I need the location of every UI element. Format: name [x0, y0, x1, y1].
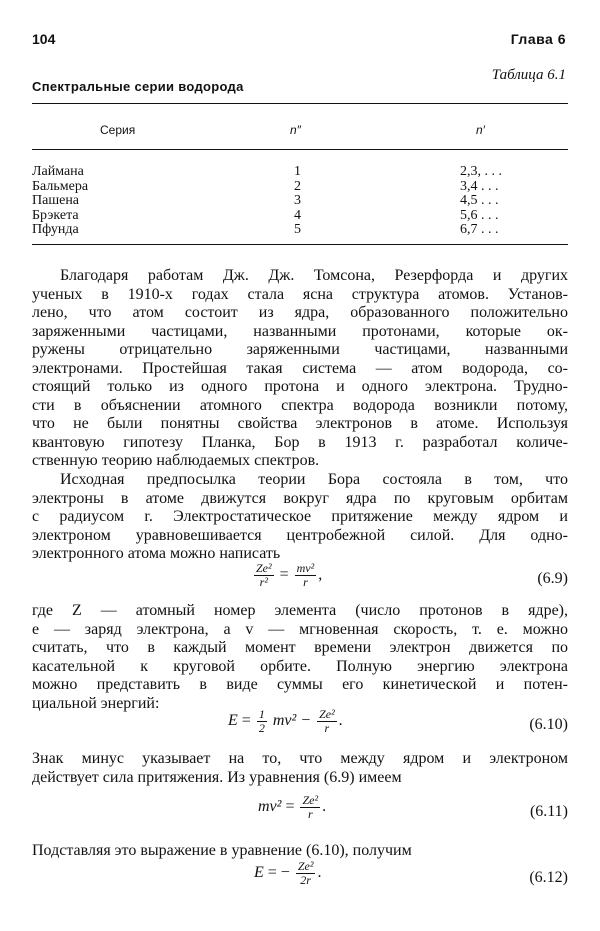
text-line: электронного атома можно написать	[32, 545, 281, 562]
table-column-n2	[294, 165, 301, 238]
equation-number: (6.10)	[529, 716, 568, 733]
equation-number: (6.11)	[529, 803, 568, 820]
text-line: Знак минус указывает на то, что между ядром и электроном	[32, 750, 568, 767]
text-line: считать, что в каждый момент времени электрон движется по	[32, 639, 568, 656]
fraction	[295, 562, 317, 589]
equation-number: (6.9)	[537, 570, 568, 587]
fraction	[296, 860, 316, 887]
paragraph	[32, 267, 568, 471]
denominator: r	[303, 575, 308, 589]
table-column-series	[32, 165, 88, 238]
text-line: что не были понятны свойства электронов в атоме. Используя	[32, 415, 568, 432]
table-cell: 2	[294, 178, 301, 194]
fraction	[254, 562, 274, 589]
column-header-n1: n′	[476, 123, 485, 137]
text-line: с радиусом r. Электростатическое притяжение между ядром и	[32, 508, 568, 525]
table-cell: 1	[294, 164, 301, 179]
variable: E	[254, 864, 264, 882]
table-cell: Брэкета	[32, 207, 79, 223]
column-header-n2: n″	[290, 123, 301, 137]
text-line: электронами. Простейшая такая система — атом водорода, со-	[32, 359, 568, 377]
punctuation: .	[338, 712, 343, 730]
chapter-title: Глава 6	[510, 31, 566, 47]
table-column-n1	[460, 165, 502, 238]
term: mv²	[258, 798, 282, 816]
fraction	[257, 708, 267, 735]
text-line: заряженными частицами, названными протонами, которые ок-	[32, 322, 568, 340]
text-line: электроном уравновешивается центробежной силой. Для одно-	[32, 526, 568, 544]
table-cell: 6,7 . . .	[460, 222, 499, 238]
variable: E	[228, 712, 238, 730]
numerator: Ze²	[302, 793, 319, 807]
punctuation: .	[317, 864, 322, 882]
equals-sign: =	[241, 712, 251, 730]
text-line: Благодаря работам Дж. Дж. Томсона, Резерфорда и других	[60, 267, 568, 284]
equation-6-12	[254, 860, 321, 887]
table-cell: 3	[294, 193, 301, 209]
table-title: Спектральные серии водорода	[32, 79, 244, 94]
punctuation: .	[322, 798, 327, 816]
denominator: r²	[259, 575, 268, 589]
table-cell: 5,6 . . .	[460, 207, 499, 223]
text-line: касательной к круговой орбите. Полную энергию электрона	[32, 657, 568, 675]
denominator: 2r	[300, 873, 311, 887]
text-line: e — заряд электрона, а v — мгновенная скорость, т. е. можно	[32, 620, 568, 638]
numerator: mv²	[296, 561, 315, 575]
table-bottom-rule	[32, 244, 568, 245]
table-cell: 2,3, . . .	[460, 164, 502, 179]
equation-6-11	[258, 794, 326, 821]
text-line: действует сила притяжения. Из уравнения (6.9) имеем	[32, 768, 402, 786]
table-cell: 4,5 . . .	[460, 193, 499, 209]
equation-6-10	[228, 708, 343, 735]
text-line: где Z — атомный номер элемента (число протонов в ядре),	[32, 602, 568, 619]
table-cell: 4	[294, 207, 301, 223]
text-line: ственную теорию наблюдаемых спектров.	[32, 452, 320, 469]
paragraph	[32, 750, 568, 787]
table-cell: 5	[294, 222, 301, 238]
table-cell: Пфунда	[32, 222, 79, 238]
fraction	[300, 794, 320, 821]
fraction	[317, 708, 337, 735]
equals-sign: =	[279, 566, 289, 584]
denominator: 2	[258, 721, 265, 735]
text-line: ученых в 1910-х годах стала ясна структура атомов. Установ-	[32, 285, 568, 303]
table-cell: Бальмера	[32, 178, 89, 194]
denominator: r	[324, 721, 330, 735]
punctuation: ,	[318, 566, 323, 584]
paragraph	[32, 471, 568, 564]
numerator: Ze²	[256, 561, 272, 575]
denominator: r	[307, 807, 313, 821]
equals-sign: = −	[267, 864, 290, 882]
text-line: Исходная предпосылка теории Бора состояла в том, что	[60, 471, 568, 488]
text-line: лено, что атом состоит из ядра, образованного положительно	[32, 304, 568, 321]
column-header-series: Серия	[100, 123, 136, 137]
text-line: электроны в атоме движутся вокруг ядра по круговым орбитам	[32, 489, 568, 507]
numerator: Ze²	[319, 707, 335, 721]
text-line: сти в объяснении атомного спектра водорода возникли потому,	[32, 396, 568, 414]
paragraph	[32, 602, 568, 713]
page-number: 104	[32, 31, 56, 47]
text-line: стоящий только из одного протона и одного электрона. Трудно-	[32, 378, 568, 395]
table-top-rule	[32, 103, 568, 104]
equals-sign: =	[285, 798, 295, 816]
table-cell: 3,4 . . .	[460, 178, 499, 194]
text-line: ружены отрицательно заряженными частицами, названными	[32, 341, 568, 358]
table-cell: Лаймана	[32, 164, 84, 179]
paragraph	[32, 842, 568, 861]
table-label: Таблица 6.1	[491, 67, 566, 83]
text-line: циальной энергий:	[32, 694, 160, 712]
term: mv² −	[272, 712, 312, 730]
equation-number: (6.12)	[529, 869, 568, 886]
text-line: Подставляя это выражение в уравнение (6.10), получим	[32, 842, 412, 859]
table-header-rule	[32, 149, 568, 150]
text-line: можно представить в виде суммы его кинетической и потен-	[32, 676, 568, 693]
numerator: 1	[258, 707, 265, 721]
numerator: Ze²	[297, 859, 314, 873]
equation-6-9	[252, 562, 322, 589]
table-cell: Пашена	[32, 193, 80, 209]
text-line: квантовую гипотезу Планка, Бор в 1913 г. разработал количе-	[32, 433, 568, 451]
